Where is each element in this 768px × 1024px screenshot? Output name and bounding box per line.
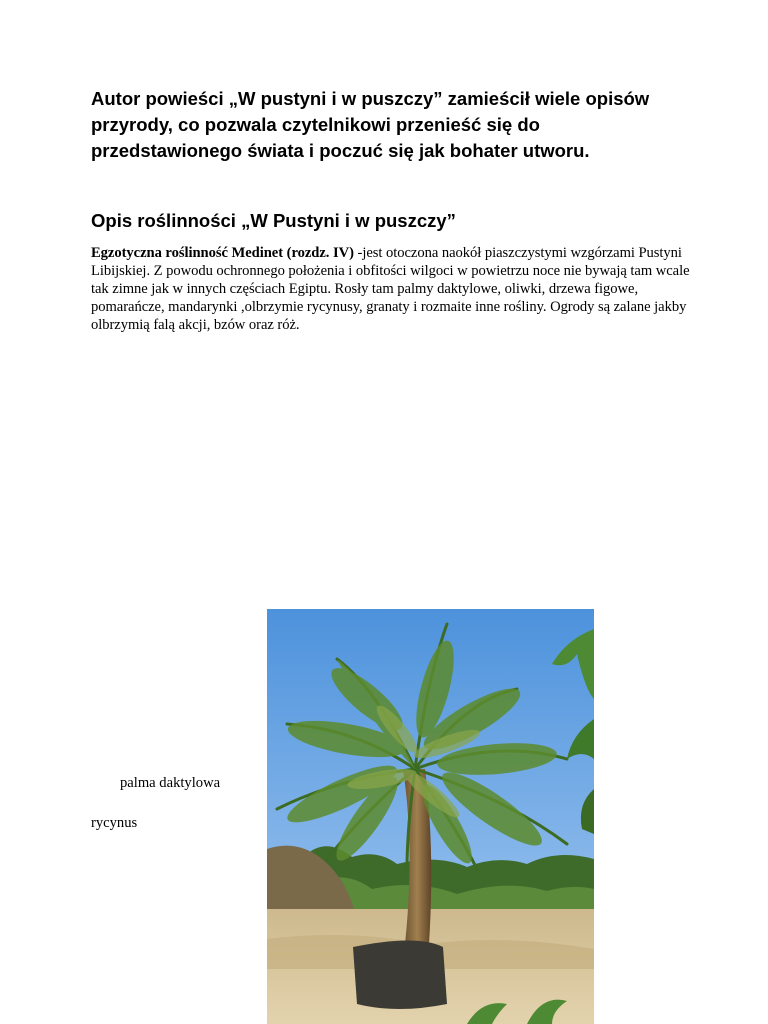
caption-castor: rycynus — [91, 815, 138, 831]
section-paragraph — [91, 244, 691, 334]
palm-photo — [267, 609, 594, 1024]
section-heading: Opis roślinności „W Pustyni i w puszczy” — [91, 210, 456, 231]
intro-paragraph: Autor powieści „W pustyni i w puszczy” zamieścił wiele opisów przyrody, co pozwala czytelnikowi przenieść się do przedstawionego świata i poczuć się jak bohater utworu. — [91, 88, 650, 161]
palm-tree-image — [267, 609, 594, 1024]
caption-palm: palma daktylowa — [120, 775, 221, 791]
paragraph-body: -jest otoczona naokół piaszczystymi wzgórzami Pustyni Libijskiej. Z powodu ochronnego położenia i obfitości wilgoci w powietrzu noce nie bywają tam wcale tak zimne jak w innych częściach Egiptu. Rosły tam palmy daktylowe, oliwki, drzewa figowe, pomarańcze, mandarynki ,olbrzymie rycynusy, granaty i rozmaite inne rośliny. Ogrody są zalane jakby olbrzymią falą akcji, bzów oraz róż. — [91, 245, 690, 333]
paragraph-lead: Egzotyczna roślinność Medinet (rozdz. IV) — [91, 245, 354, 261]
